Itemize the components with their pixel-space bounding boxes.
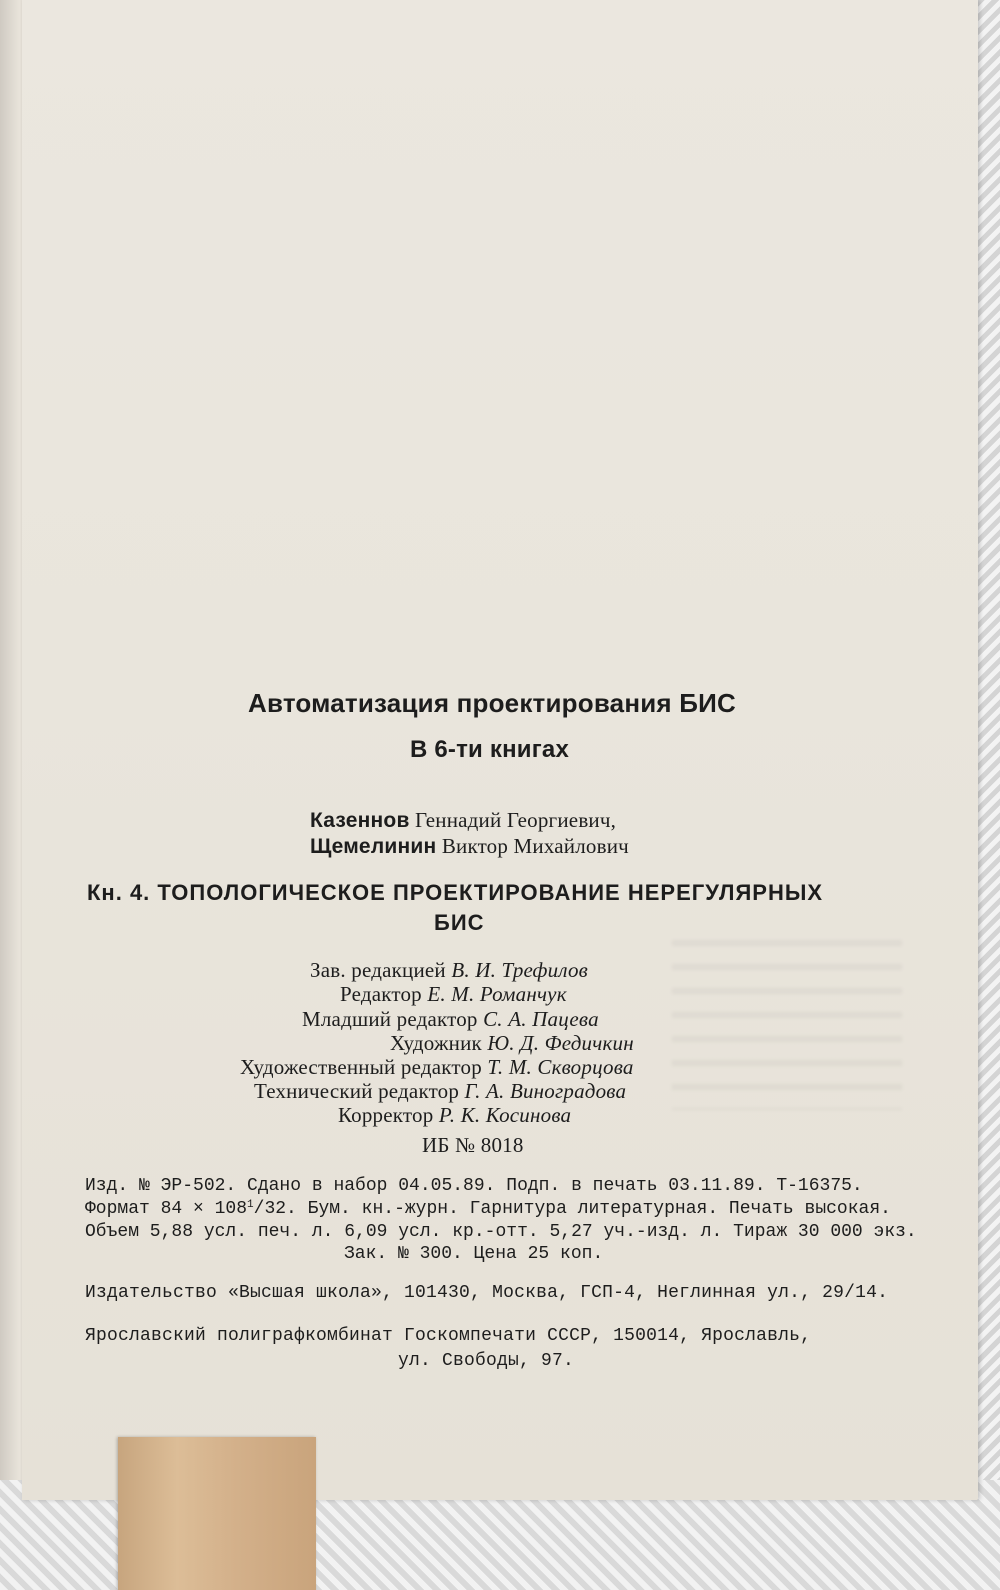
staff-role: Редактор <box>340 982 422 1006</box>
staff-role: Художник <box>390 1031 482 1055</box>
staff-name: С. А. Пацева <box>483 1007 599 1031</box>
book-page <box>22 0 978 1500</box>
staff-role: Художественный редактор <box>240 1055 482 1079</box>
staff-role: Корректор <box>338 1103 434 1127</box>
staff-proofreader <box>338 1103 571 1128</box>
background-cloth-right <box>975 0 1000 1590</box>
imprint-paper: /32. Бум. кн.-журн. Гарнитура литературная. Печать высокая. <box>253 1199 891 1219</box>
staff-role: Зав. редакцией <box>310 958 446 982</box>
author-2-surname: Щемелинин <box>310 835 437 858</box>
imprint-format: Формат 84 × 108 <box>85 1199 248 1219</box>
staff-name: Г. А. Виноградова <box>464 1079 627 1103</box>
author-1 <box>310 808 616 833</box>
imprint-format-superscript: 1 <box>247 1199 254 1211</box>
series-subtitle: В 6-ти книгах <box>409 736 570 763</box>
imprint-line-3: Объем 5,88 усл. печ. л. 6,09 усл. кр.-отт. 5,27 уч.-изд. л. Тираж 30 000 экз. <box>85 1222 917 1242</box>
author-2-names: Виктор Михайлович <box>441 834 629 858</box>
bleed-through-text <box>672 940 902 1110</box>
staff-name: Ю. Д. Федичкин <box>487 1031 634 1055</box>
staff-technical-editor <box>254 1079 626 1104</box>
staff-name: Т. М. Скворцова <box>487 1055 634 1079</box>
staff-art-editor <box>240 1055 634 1080</box>
imprint-line-4: Зак. № 300. Цена 25 коп. <box>344 1244 604 1264</box>
series-title: Автоматизация проектирования БИС <box>248 688 736 718</box>
ib-number: ИБ № 8018 <box>422 1133 524 1157</box>
imprint-line-1: Изд. № ЭР-502. Сдано в набор 04.05.89. Подп. в печать 03.11.89. Т-16375. <box>85 1176 863 1196</box>
staff-editor <box>340 982 567 1007</box>
staff-name: Р. К. Косинова <box>438 1103 572 1127</box>
publisher-address: Издательство «Высшая школа», 101430, Москва, ГСП-4, Неглинная ул., 29/14. <box>85 1283 889 1303</box>
staff-role: Младший редактор <box>302 1007 478 1031</box>
staff-role: Технический редактор <box>254 1079 460 1103</box>
staff-chief-editor <box>310 958 588 983</box>
staff-artist <box>390 1031 634 1056</box>
book-title-line-1: Кн. 4. ТОПОЛОГИЧЕСКОЕ ПРОЕКТИРОВАНИЕ НЕРЕГУЛЯРНЫХ <box>87 880 824 905</box>
book-title-line-2: БИС <box>434 910 485 935</box>
printer-line-1: Ярославский полиграфкомбинат Госкомпечати СССР, 150014, Ярославль, <box>85 1326 812 1346</box>
printer-line-2: ул. Свободы, 97. <box>398 1351 575 1371</box>
staff-name: В. И. Трефилов <box>451 958 588 982</box>
staff-name: Е. М. Романчук <box>427 982 567 1006</box>
author-1-surname: Казеннов <box>310 809 410 832</box>
imprint-line-2 <box>85 1199 891 1219</box>
author-1-names: Геннадий Георгиевич, <box>415 808 617 832</box>
staff-junior-editor <box>302 1007 599 1032</box>
wooden-bookmark <box>118 1437 316 1590</box>
author-2 <box>310 834 629 859</box>
